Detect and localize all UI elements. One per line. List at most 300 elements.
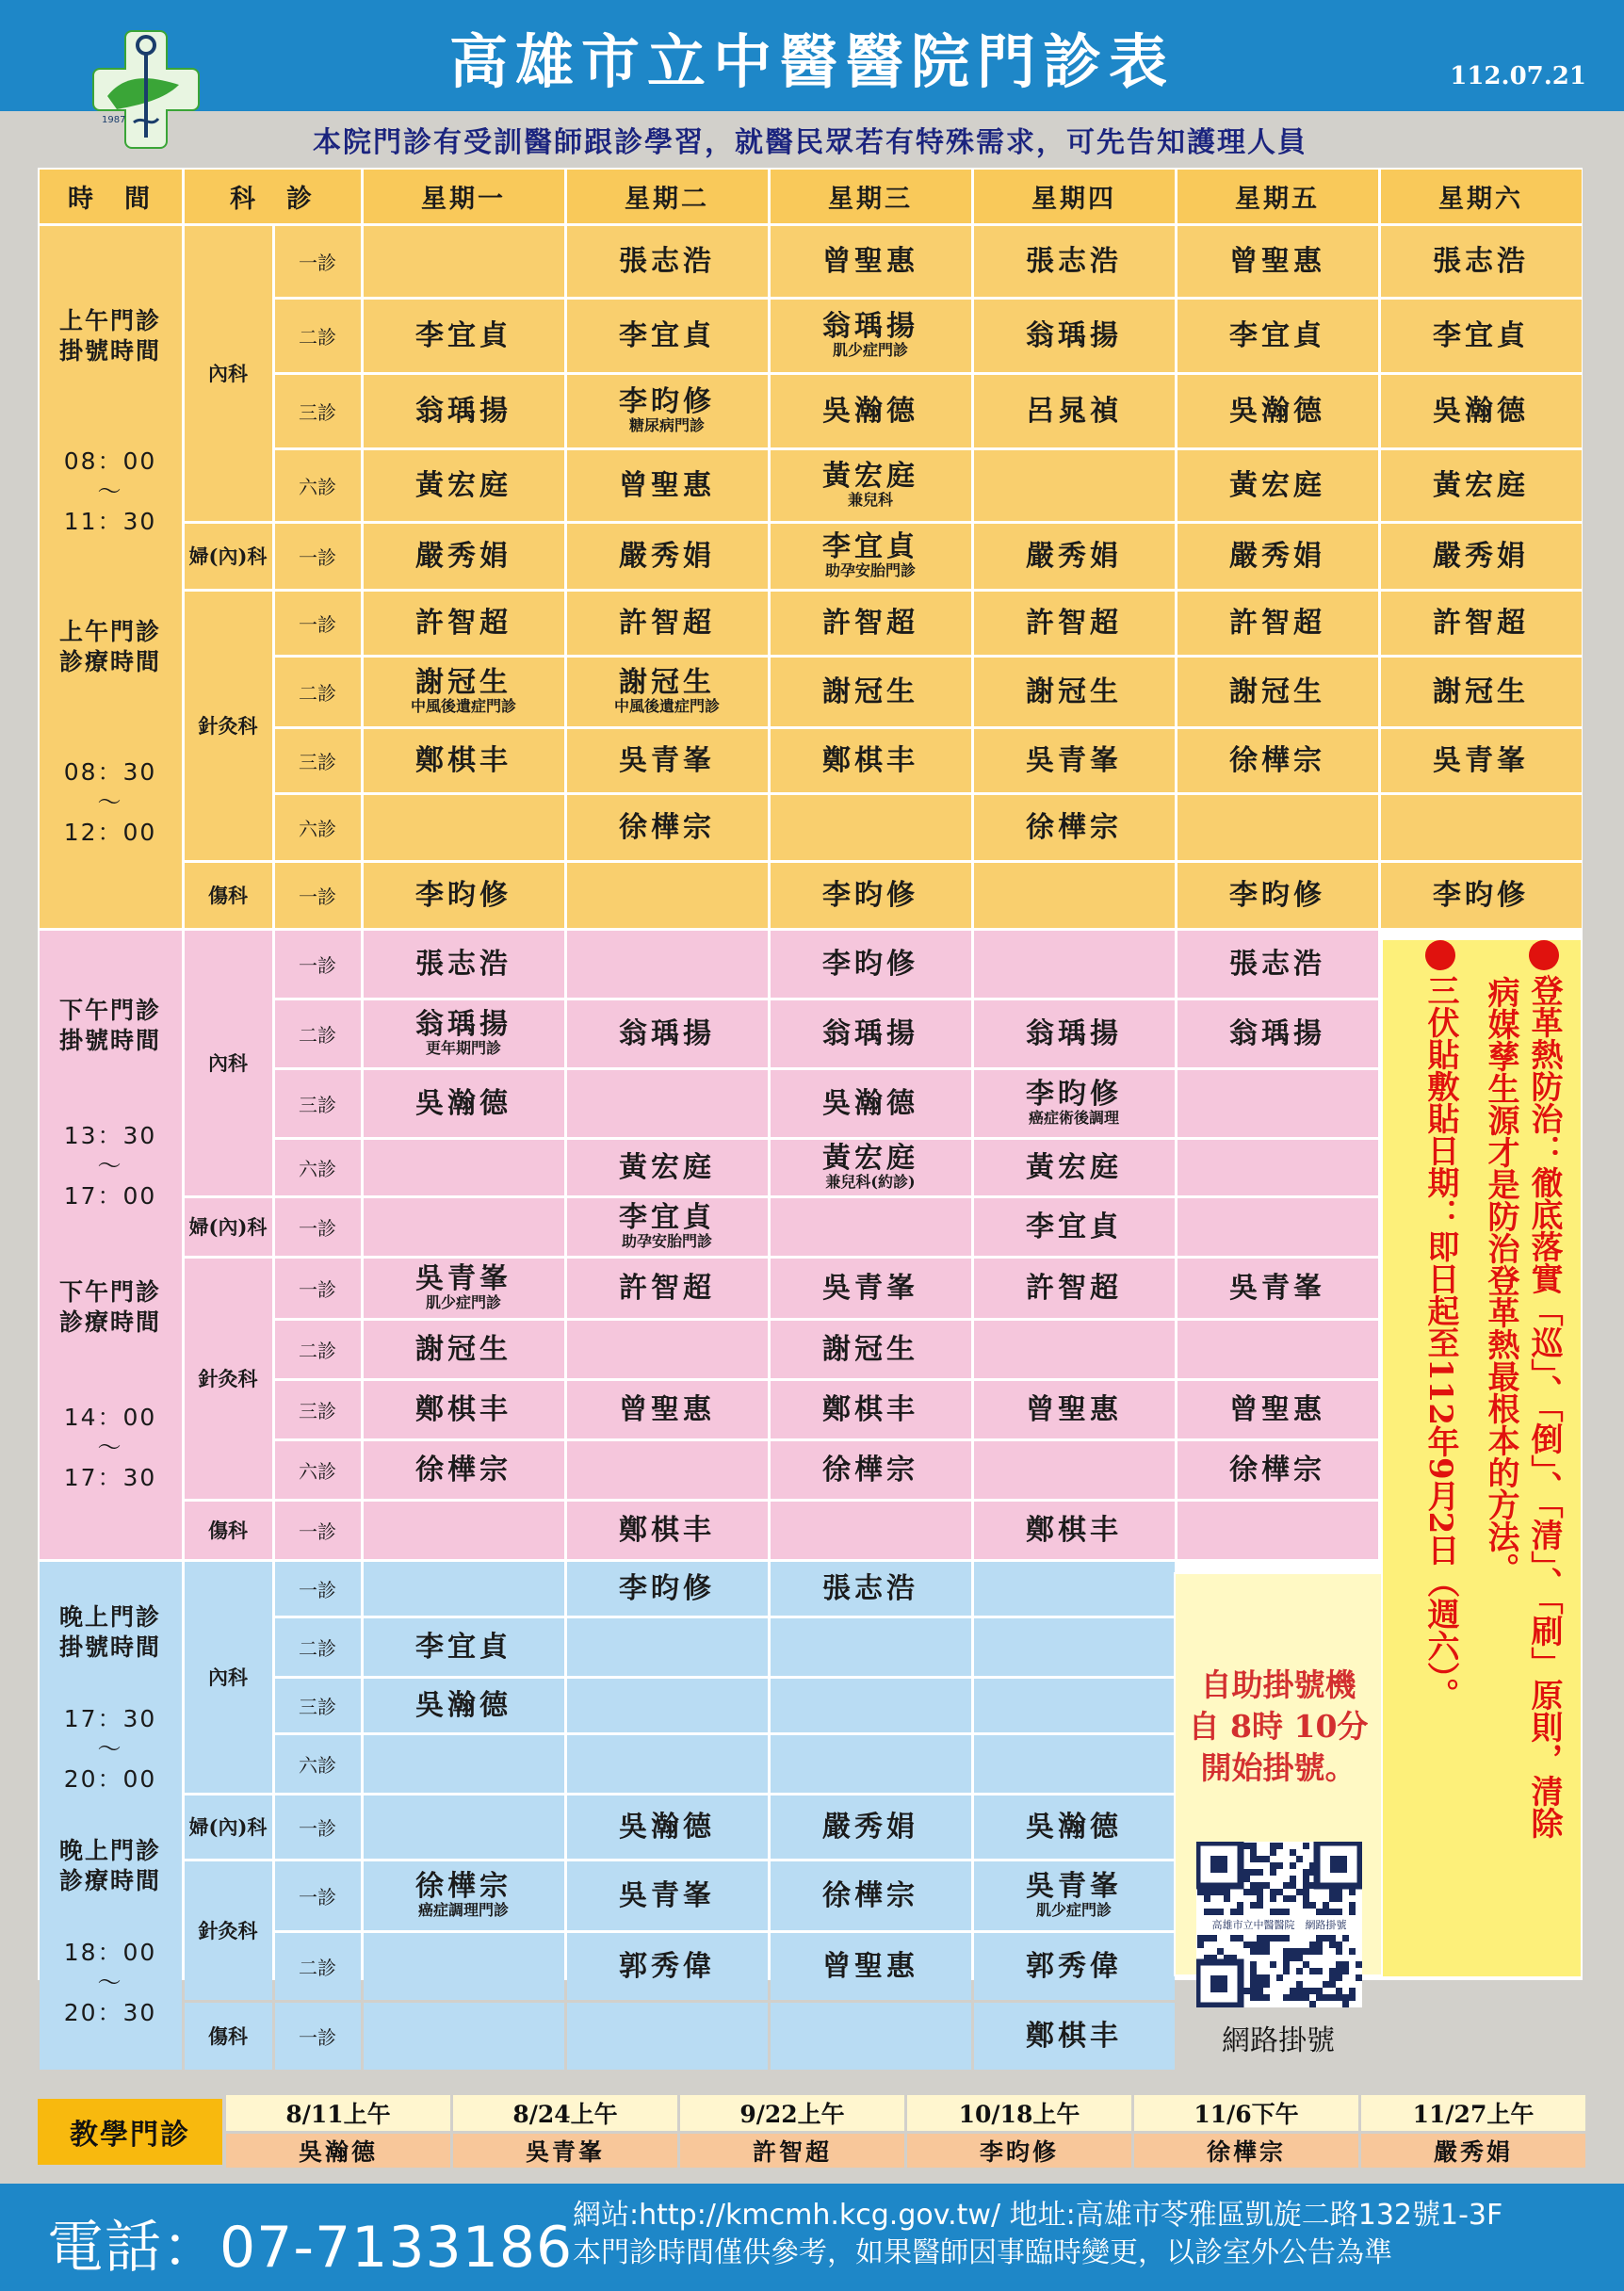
doctor-name: 翁瑀揚 (619, 1016, 715, 1050)
schedule-cell (567, 795, 768, 860)
schedule-cell (364, 524, 564, 589)
department-cell: 內科 (185, 931, 272, 1195)
doctor-name: 吳瀚德 (619, 1810, 715, 1844)
schedule-cell (1177, 375, 1378, 447)
doctor-name: 嚴秀娟 (1229, 539, 1325, 573)
doctor-name: 翁瑀揚 (415, 394, 512, 428)
schedule-cell (567, 375, 768, 447)
doctor-name: 徐樺宗 (415, 1870, 512, 1904)
doctor-name: 吳瀚德 (415, 1688, 512, 1722)
doctor-name: 翁瑀揚 (415, 1008, 512, 1042)
schedule-cell (567, 1562, 768, 1616)
doctor-name: 徐樺宗 (822, 1878, 918, 1912)
doctor-name: 謝冠生 (822, 1332, 918, 1366)
schedule-cell (771, 1861, 971, 1930)
schedule-cell (567, 226, 768, 297)
schedule-cell (567, 1441, 768, 1499)
schedule-cell (1177, 1140, 1378, 1195)
schedule-cell (974, 1502, 1175, 1559)
schedule-cell (364, 1502, 564, 1559)
schedule-cell (567, 729, 768, 792)
schedule-cell (974, 863, 1175, 928)
schedule-cell (567, 1321, 768, 1378)
schedule-cell (567, 524, 768, 589)
schedule-cell (567, 1140, 768, 1195)
schedule-cell (364, 592, 564, 655)
qr-code-icon[interactable] (1196, 1842, 1362, 2007)
doctor-name: 徐樺宗 (822, 1453, 918, 1487)
room-cell: 二診 (275, 1618, 361, 1676)
schedule-cell (364, 1140, 564, 1195)
doctor-name: 徐樺宗 (1229, 743, 1325, 777)
column-header-day: 星期一 (364, 170, 564, 223)
teaching-clinic-item (1134, 2095, 1358, 2172)
schedule-cell (1177, 1070, 1378, 1137)
doctor-name: 徐樺宗 (619, 810, 715, 844)
schedule-cell (1177, 1502, 1378, 1559)
schedule-cell (1177, 795, 1378, 860)
doctor-name: 黃宏庭 (1026, 1150, 1122, 1184)
teaching-clinic-item (453, 2095, 677, 2172)
doctor-name: 嚴秀娟 (822, 1810, 918, 1844)
schedule-cell (974, 1140, 1175, 1195)
doctor-name: 張志浩 (822, 1571, 918, 1605)
schedule-cell (567, 1618, 768, 1676)
schedule-cell (364, 450, 564, 521)
schedule-cell (771, 1502, 971, 1559)
doctor-name: 黃宏庭 (415, 468, 512, 502)
doctor-name: 謝冠生 (415, 1332, 512, 1366)
red-bullet-icon (1425, 940, 1455, 970)
doctor-name: 嚴秀娟 (1433, 539, 1529, 573)
teaching-doctor: 李昀修 (907, 2134, 1131, 2168)
teaching-date: 11/6下午 (1134, 2095, 1358, 2131)
teaching-clinic-item (1361, 2095, 1585, 2172)
schedule-cell (974, 658, 1175, 726)
doctor-name: 曾聖惠 (619, 468, 715, 502)
clinic-note: 肌少症門診 (425, 1293, 501, 1312)
doctor-name: 李昀修 (822, 947, 918, 981)
column-header-day: 星期二 (567, 170, 768, 223)
session-time-cell: 晚上門診 掛號時間 17：30 ～ 20：00 晚上門診 診療時間 18：00 ～ 20：30 (40, 1562, 182, 2070)
schedule-cell (974, 1381, 1175, 1438)
red-bullet-icon (1529, 940, 1559, 970)
schedule-cell (567, 1795, 768, 1859)
schedule-cell (364, 1735, 564, 1793)
doctor-name: 呂晁禎 (1026, 394, 1122, 428)
doctor-name: 謝冠生 (619, 666, 715, 700)
room-cell: 一診 (275, 1795, 361, 1859)
doctor-name: 曾聖惠 (822, 1949, 918, 1983)
doctor-name: 黃宏庭 (1229, 468, 1325, 502)
schedule-cell (771, 1000, 971, 1067)
session-time-cell: 上午門診 掛號時間 08：00 ～ 11：30 上午門診 診療時間 08：30 ～ 12：00 (40, 226, 182, 928)
schedule-cell (1381, 863, 1582, 928)
doctor-name: 李昀修 (1229, 878, 1325, 912)
doctor-name: 許智超 (1026, 606, 1122, 640)
schedule-cell (1381, 658, 1582, 726)
schedule-cell (1177, 1259, 1378, 1318)
doctor-name: 李宜貞 (619, 318, 715, 352)
room-cell: 一診 (275, 1198, 361, 1256)
schedule-cell (1177, 863, 1378, 928)
schedule-cell (1177, 1321, 1378, 1378)
schedule-cell (974, 450, 1175, 521)
doctor-name: 嚴秀娟 (619, 539, 715, 573)
clinic-note: 肌少症門診 (832, 341, 908, 360)
room-cell: 一診 (275, 524, 361, 589)
column-header-day: 星期六 (1381, 170, 1582, 223)
doctor-name: 曾聖惠 (1229, 1392, 1325, 1426)
schedule-cell (567, 1259, 768, 1318)
room-cell: 三診 (275, 1070, 361, 1137)
doctor-name: 張志浩 (1026, 244, 1122, 278)
doctor-name: 吳青峯 (1026, 743, 1122, 777)
schedule-cell (364, 1795, 564, 1859)
room-cell: 二診 (275, 1321, 361, 1378)
teaching-doctor: 徐樺宗 (1134, 2134, 1358, 2168)
kiosk-panel (1174, 1572, 1383, 2057)
schedule-cell (1381, 450, 1582, 521)
schedule-cell (364, 1679, 564, 1732)
department-cell: 婦(內)科 (185, 524, 272, 589)
doctor-name: 鄭棋丰 (822, 743, 918, 777)
announcement-panel (1383, 940, 1581, 1976)
room-cell: 六診 (275, 1441, 361, 1499)
schedule-cell (974, 1198, 1175, 1256)
department-cell: 傷科 (185, 2003, 272, 2070)
teaching-doctor: 吳瀚德 (226, 2134, 450, 2168)
schedule-cell (567, 1198, 768, 1256)
doctor-name: 李宜貞 (1229, 318, 1325, 352)
doctor-name: 黃宏庭 (822, 460, 918, 494)
schedule-cell (974, 931, 1175, 998)
schedule-cell (974, 1861, 1175, 1930)
doctor-name: 許智超 (1433, 606, 1529, 640)
schedule-cell (974, 1735, 1175, 1793)
doctor-name: 謝冠生 (1433, 674, 1529, 708)
department-cell: 內科 (185, 1562, 272, 1793)
teaching-doctor: 嚴秀娟 (1361, 2134, 1585, 2168)
doctor-name: 李宜貞 (619, 1201, 715, 1235)
room-cell: 三診 (275, 1381, 361, 1438)
doctor-name: 吳青峯 (415, 1262, 512, 1296)
schedule-cell (1177, 226, 1378, 297)
doctor-name: 曾聖惠 (822, 244, 918, 278)
schedule-cell (974, 1933, 1175, 2000)
doctor-name: 黃宏庭 (822, 1142, 918, 1176)
doctor-name: 李昀修 (1026, 1078, 1122, 1112)
schedule-cell (771, 592, 971, 655)
website-address[interactable]: 網站:http://kmcmh.kcg.gov.tw/ 地址:高雄市苓雅區凱旋二路132號1-3F (573, 2199, 1503, 2232)
department-cell: 婦(內)科 (185, 1198, 272, 1256)
doctor-name: 許智超 (619, 1271, 715, 1305)
sanfu-note: 三伏貼敷貼日期：即日起至112年9月2日（週六）。 (1421, 940, 1460, 1710)
schedule-cell (567, 450, 768, 521)
doctor-name: 李昀修 (1433, 878, 1529, 912)
room-cell: 一診 (275, 2003, 361, 2070)
teaching-date: 8/11上午 (226, 2095, 450, 2131)
doctor-name: 曾聖惠 (1229, 244, 1325, 278)
room-cell: 一診 (275, 1259, 361, 1318)
doctor-name: 謝冠生 (822, 674, 918, 708)
clinic-note: 助孕安胎門診 (824, 561, 916, 580)
schedule-cell (974, 1679, 1175, 1732)
online-registration-label: 網路掛號 (1222, 2024, 1335, 2057)
doctor-name: 吳瀚德 (822, 1086, 918, 1120)
doctor-name: 張志浩 (1229, 947, 1325, 981)
footer-info (573, 2197, 1502, 2272)
schedule-cell (1381, 375, 1582, 447)
schedule-cell (567, 1933, 768, 2000)
svg-text:1987: 1987 (102, 115, 126, 125)
doctor-name: 許智超 (1026, 1271, 1122, 1305)
schedule-cell (567, 931, 768, 998)
schedule-cell (364, 1441, 564, 1499)
schedule-cell (567, 2003, 768, 2070)
room-cell: 三診 (275, 1679, 361, 1732)
room-cell: 二診 (275, 1933, 361, 2000)
doctor-name: 吳青峯 (822, 1271, 918, 1305)
schedule-cell (771, 1562, 971, 1616)
room-cell: 六診 (275, 450, 361, 521)
clinic-note: 中風後遺症門診 (410, 697, 516, 716)
schedule-cell (1177, 1198, 1378, 1256)
schedule-cell (567, 1000, 768, 1067)
schedule-cell (364, 931, 564, 998)
doctor-name: 張志浩 (619, 244, 715, 278)
doctor-name: 吳青峯 (619, 743, 715, 777)
footer-bar (0, 2184, 1624, 2291)
schedule-cell (974, 1000, 1175, 1067)
department-cell: 針灸科 (185, 1861, 272, 2000)
schedule-cell (364, 226, 564, 297)
schedule-cell (771, 226, 971, 297)
schedule-cell (364, 1933, 564, 2000)
doctor-name: 鄭棋丰 (1026, 2019, 1122, 2053)
doctor-name: 郭秀偉 (1026, 1949, 1122, 1983)
schedule-cell (1177, 1000, 1378, 1067)
schedule-cell (364, 1198, 564, 1256)
department-cell: 針灸科 (185, 1259, 272, 1499)
clinic-note: 兼兒科 (847, 491, 893, 510)
room-cell: 六診 (275, 795, 361, 860)
doctor-name: 李昀修 (822, 878, 918, 912)
department-cell: 婦(內)科 (185, 1795, 272, 1859)
column-header-day: 星期四 (974, 170, 1175, 223)
doctor-name: 吳瀚德 (415, 1086, 512, 1120)
doctor-name: 許智超 (619, 606, 715, 640)
schedule-cell (771, 1795, 971, 1859)
room-cell: 三診 (275, 729, 361, 792)
teaching-doctor: 吳青峯 (453, 2134, 677, 2168)
teaching-date: 9/22上午 (680, 2095, 904, 2131)
doctor-name: 翁瑀揚 (1026, 318, 1122, 352)
doctor-name: 翁瑀揚 (1229, 1016, 1325, 1050)
schedule-cell (364, 1861, 564, 1930)
doctor-name: 郭秀偉 (619, 1949, 715, 1983)
teaching-clinic-item (680, 2095, 904, 2172)
doctor-name: 張志浩 (415, 947, 512, 981)
schedule-cell (364, 1321, 564, 1378)
room-cell: 二診 (275, 300, 361, 372)
schedule-cell (567, 658, 768, 726)
schedule-cell (567, 863, 768, 928)
schedule-cell (974, 226, 1175, 297)
schedule-cell (974, 524, 1175, 589)
schedule-cell (567, 300, 768, 372)
dengue-note: 登革熱防治：徹底落實「巡」、「倒」、「清」、「刷」原則，清除 (1524, 940, 1564, 1839)
schedule-cell (1381, 795, 1582, 860)
doctor-name: 曾聖惠 (1026, 1392, 1122, 1426)
schedule-cell (974, 795, 1175, 860)
doctor-name: 鄭棋丰 (415, 743, 512, 777)
teaching-clinic-item (226, 2095, 450, 2172)
schedule-cell (771, 863, 971, 928)
schedule-cell (1177, 658, 1378, 726)
clinic-note: 癌症調理門診 (417, 1901, 509, 1920)
schedule-cell (771, 1441, 971, 1499)
schedule-cell (567, 1381, 768, 1438)
schedule-cell (771, 1070, 971, 1137)
column-header-time: 時 間 (40, 170, 182, 223)
schedule-cell (771, 1933, 971, 2000)
doctor-name: 翁瑀揚 (822, 1016, 918, 1050)
teaching-date: 11/27上午 (1361, 2095, 1585, 2131)
teaching-clinic-label: 教學門診 (38, 2099, 222, 2165)
schedule-cell (771, 658, 971, 726)
trainee-notice: 本院門診有受訓醫師跟診學習，就醫民眾若有特殊需求，可先告知護理人員 (313, 126, 1307, 159)
clinic-note: 癌症術後調理 (1028, 1109, 1119, 1128)
doctor-name: 嚴秀娟 (1026, 539, 1122, 573)
schedule-cell (974, 1618, 1175, 1676)
schedule-cell (364, 1070, 564, 1137)
doctor-name: 李宜貞 (415, 1630, 512, 1664)
column-header-dept: 科 診 (185, 170, 361, 223)
schedule-cell (771, 795, 971, 860)
schedule-cell (1177, 300, 1378, 372)
doctor-name: 李宜貞 (822, 530, 918, 564)
department-cell: 內科 (185, 226, 272, 521)
column-header-day: 星期三 (771, 170, 971, 223)
doctor-name: 李宜貞 (1026, 1210, 1122, 1243)
disclaimer: 本門診時間僅供參考，如果醫師因事臨時變更，以診室外公告為準 (573, 2236, 1392, 2269)
phone-number[interactable]: 電話：07-7133186 (47, 2215, 574, 2281)
schedule-cell (364, 2003, 564, 2070)
schedule-cell (1177, 729, 1378, 792)
schedule-cell (1177, 450, 1378, 521)
revision-date: 112.07.21 (1450, 62, 1586, 90)
schedule-cell (771, 1140, 971, 1195)
schedule-cell (364, 1618, 564, 1676)
schedule-cell (1177, 931, 1378, 998)
clinic-note: 更年期門診 (425, 1039, 501, 1058)
schedule-cell (1177, 1381, 1378, 1438)
clinic-note: 助孕安胎門診 (621, 1232, 712, 1251)
schedule-cell (974, 1562, 1175, 1616)
schedule-cell (364, 1259, 564, 1318)
doctor-name: 吳青峯 (1229, 1271, 1325, 1305)
schedule-cell (364, 729, 564, 792)
dengue-note-cont: 病媒孳生源才是防治登革熱最根本的方法。 (1482, 976, 1519, 1584)
doctor-name: 許智超 (415, 606, 512, 640)
session-time-cell: 下午門診 掛號時間 13：30 ～ 17：00 下午門診 診療時間 14：00 ～ 17：30 (40, 931, 182, 1559)
schedule-cell (974, 2003, 1175, 2070)
schedule-cell (1381, 729, 1582, 792)
doctor-name: 許智超 (822, 606, 918, 640)
schedule-cell (771, 1618, 971, 1676)
teaching-date: 8/24上午 (453, 2095, 677, 2131)
doctor-name: 黃宏庭 (1433, 468, 1529, 502)
schedule-cell (771, 1259, 971, 1318)
doctor-name: 鄭棋丰 (822, 1392, 918, 1426)
schedule-cell (771, 300, 971, 372)
doctor-name: 李昀修 (619, 385, 715, 419)
schedule-cell (974, 300, 1175, 372)
schedule-cell (771, 450, 971, 521)
schedule-cell (974, 592, 1175, 655)
schedule-cell (974, 1321, 1175, 1378)
room-cell: 一診 (275, 931, 361, 998)
schedule-cell (1381, 300, 1582, 372)
doctor-name: 李昀修 (619, 1571, 715, 1605)
department-cell: 傷科 (185, 1502, 272, 1559)
schedule-cell (567, 1679, 768, 1732)
schedule-cell (1177, 592, 1378, 655)
doctor-name: 張志浩 (1433, 244, 1529, 278)
room-cell: 三診 (275, 375, 361, 447)
doctor-name: 吳瀚德 (1433, 394, 1529, 428)
schedule-cell (771, 1735, 971, 1793)
schedule-cell (567, 1070, 768, 1137)
department-cell: 針灸科 (185, 592, 272, 860)
doctor-name: 謝冠生 (1229, 674, 1325, 708)
room-cell: 一診 (275, 592, 361, 655)
clinic-note: 肌少症門診 (1035, 1901, 1112, 1920)
schedule-cell (364, 658, 564, 726)
doctor-name: 徐樺宗 (1229, 1453, 1325, 1487)
doctor-name: 李昀修 (415, 878, 512, 912)
schedule-cell (974, 1441, 1175, 1499)
room-cell: 二診 (275, 1000, 361, 1067)
teaching-doctor: 許智超 (680, 2134, 904, 2168)
schedule-cell (771, 729, 971, 792)
doctor-name: 吳瀚德 (1229, 394, 1325, 428)
schedule-cell (567, 1735, 768, 1793)
page-title: 高雄市立中醫醫院門診表 (448, 27, 1175, 96)
doctor-name: 徐樺宗 (1026, 810, 1122, 844)
schedule-cell (1381, 226, 1582, 297)
schedule-cell (1177, 1441, 1378, 1499)
doctor-name: 許智超 (1229, 606, 1325, 640)
header-bar (0, 0, 1624, 111)
doctor-name: 吳青峯 (1026, 1870, 1122, 1904)
room-cell: 一診 (275, 1562, 361, 1616)
clinic-note: 中風後遺症門診 (613, 697, 720, 716)
schedule-cell (771, 1679, 971, 1732)
schedule-cell (364, 795, 564, 860)
schedule-cell (364, 1562, 564, 1616)
schedule-cell (364, 375, 564, 447)
doctor-name: 李宜貞 (415, 318, 512, 352)
schedule-cell (771, 2003, 971, 2070)
schedule-cell (771, 1321, 971, 1378)
doctor-name: 吳青峯 (1433, 743, 1529, 777)
schedule-cell (974, 1795, 1175, 1859)
schedule-cell (1381, 524, 1582, 589)
column-header-day: 星期五 (1177, 170, 1378, 223)
teaching-clinic-item (907, 2095, 1131, 2172)
